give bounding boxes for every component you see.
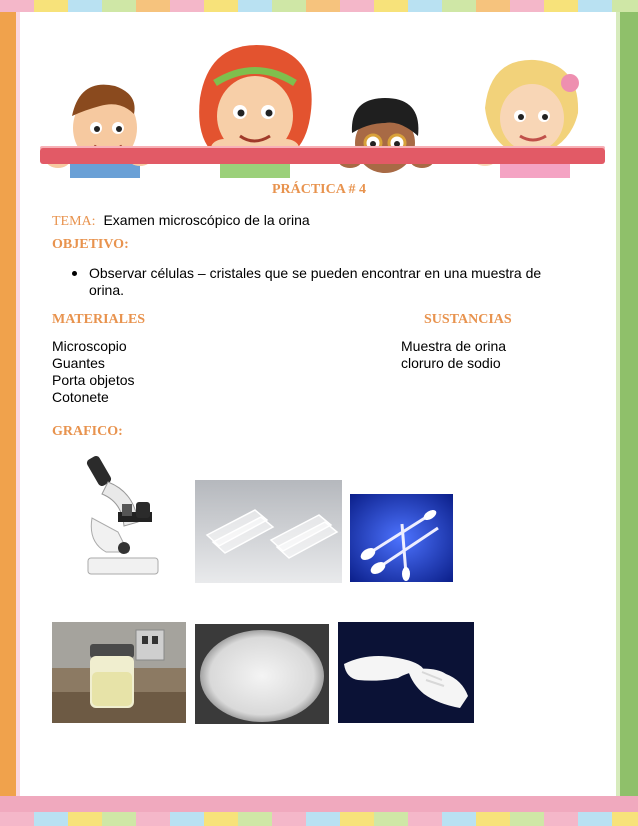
frame-left-bar	[0, 0, 16, 826]
objetivo-label: OBJETIVO:	[52, 237, 129, 252]
frame-right-bar	[620, 0, 638, 826]
list-item: Muestra de orina	[401, 338, 507, 354]
practice-title: PRÁCTICA # 4	[271, 182, 367, 197]
grafico-label: GRAFICO:	[52, 424, 123, 439]
frame-top-stripe	[0, 0, 638, 12]
list-item: Porta objetos	[52, 372, 135, 388]
list-item: Cotonete	[52, 389, 109, 405]
gloves-image	[338, 622, 474, 723]
cotton-swabs-image	[350, 494, 453, 582]
list-item: cloruro de sodio	[401, 355, 501, 371]
sustancias-list	[401, 338, 506, 372]
objetivo-text: Observar células – cristales que se pueden encontrar en una muestra de orina.	[89, 265, 542, 298]
urine-sample-jar-image	[52, 622, 186, 723]
materiales-heading: MATERIALES	[52, 312, 146, 327]
tema-line	[52, 212, 310, 230]
microscope-image	[78, 452, 164, 580]
list-item: Guantes	[52, 355, 105, 371]
tema-label: TEMA:	[52, 214, 96, 229]
illustration-ledge	[40, 148, 605, 164]
slides-image	[195, 480, 342, 583]
bullet-dot-icon	[72, 271, 77, 276]
frame-bottom-pattern	[0, 812, 638, 826]
sodium-chloride-image	[195, 624, 329, 724]
sustancias-heading: SUSTANCIAS	[424, 312, 512, 327]
tema-value: Examen microscópico de la orina	[103, 212, 310, 228]
objetivo-bullet	[72, 265, 562, 299]
materiales-list	[52, 338, 135, 406]
list-item: Microscopio	[52, 338, 127, 354]
